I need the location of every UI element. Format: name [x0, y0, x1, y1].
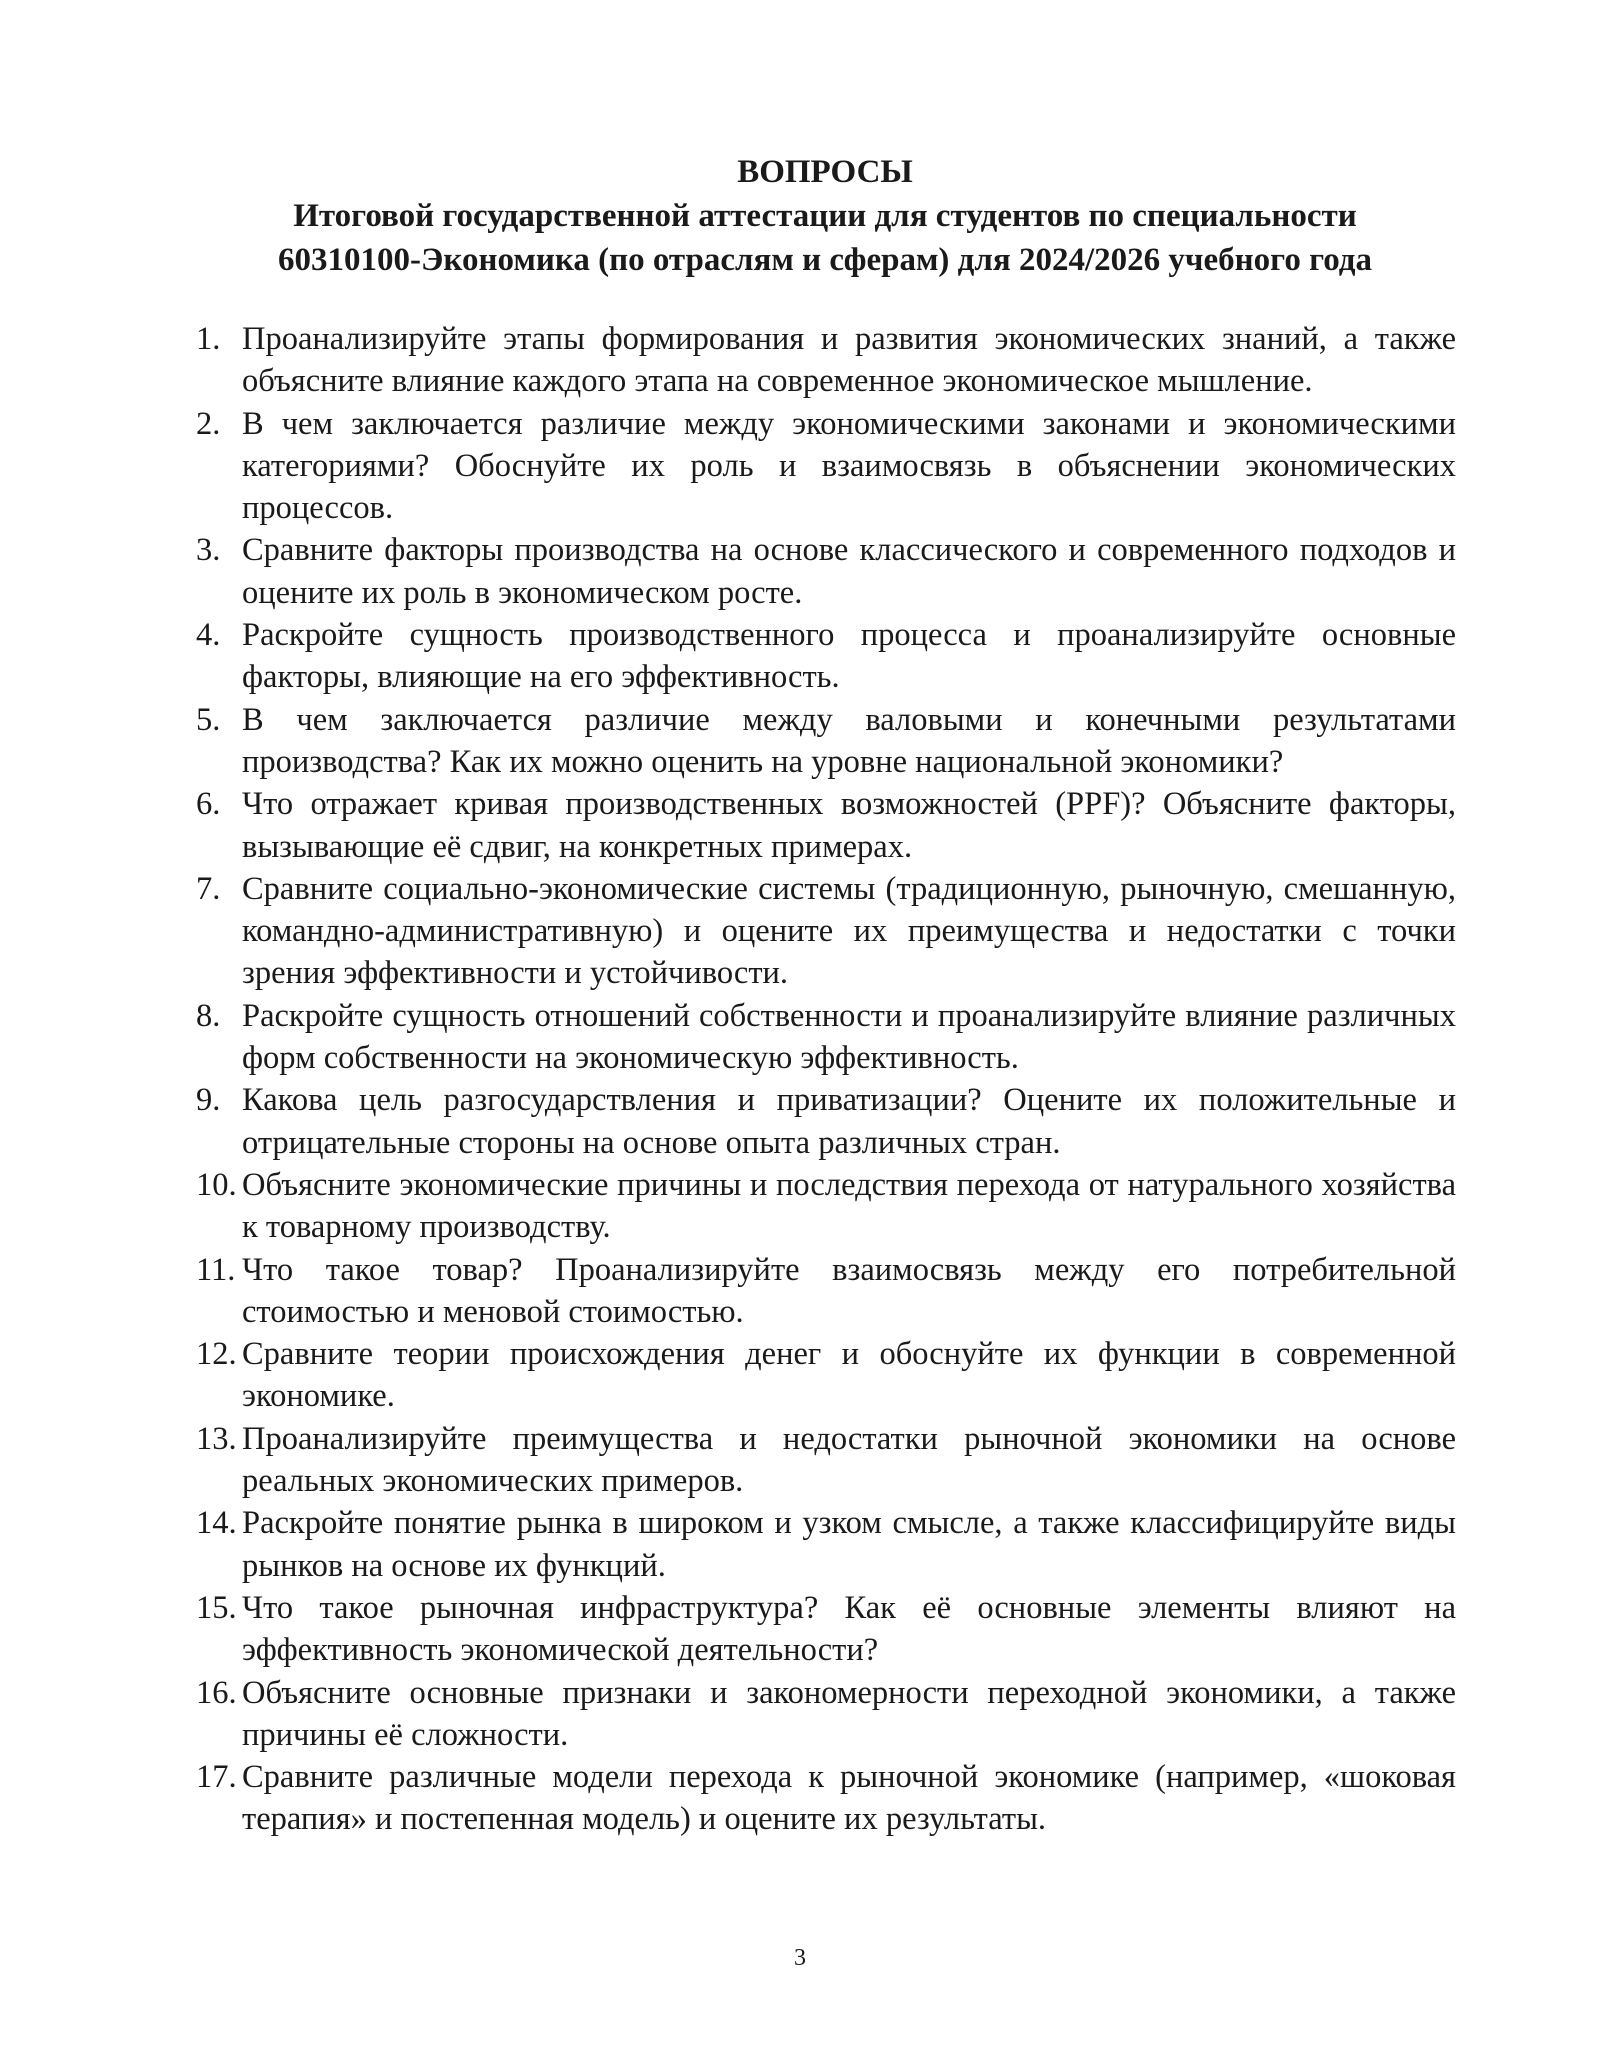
list-item: [196, 318, 1456, 403]
list-item: [196, 1418, 1456, 1503]
page-number: 3: [794, 1945, 806, 1971]
list-item: [196, 1164, 1456, 1249]
question-text: Объясните экономические причины и последствия перехода от натурального хозяйства к товарному производству.: [242, 1166, 1456, 1246]
list-item: [196, 1079, 1456, 1164]
question-number: 16.: [196, 1674, 237, 1711]
document-header: [190, 150, 1460, 282]
list-item: [196, 868, 1456, 995]
question-number: 9.: [196, 1082, 221, 1119]
question-number: 2.: [196, 405, 221, 442]
question-text: Раскройте понятие рынка в широком и узком смысле, а также классифицируйте виды рынков на основе их функций.: [242, 1505, 1456, 1584]
list-item: [196, 699, 1456, 784]
list-item: [196, 1587, 1456, 1672]
question-number: 10.: [196, 1166, 237, 1203]
document-subtitle-line-2: 60310100-Экономика (по отраслям и сферам) для 2024/2026 учебного года: [278, 242, 1372, 278]
list-item: [196, 403, 1456, 530]
list-item: [196, 1502, 1456, 1587]
list-item: [196, 1672, 1456, 1757]
question-text: Проанализируйте этапы формирования и развития экономических знаний, а также объясните влияние каждого этапа на современное экономическое мышление.: [242, 321, 1456, 400]
question-text: Что отражает кривая производственных возможностей (PPF)? Объясните факторы, вызывающие её сдвиг, на конкретных примерах.: [242, 786, 1456, 865]
list-item: [196, 995, 1456, 1080]
question-number: 7.: [196, 870, 221, 907]
question-number: 11.: [196, 1251, 236, 1288]
questions-list: [196, 318, 1456, 1841]
question-number: 15.: [196, 1589, 237, 1626]
question-text: Раскройте сущность производственного процесса и проанализируйте основные факторы, влияющие на его эффективность.: [242, 617, 1456, 696]
question-number: 5.: [196, 701, 221, 738]
question-text: Что такое рыночная инфраструктура? Как её основные элементы влияют на эффективность экономической деятельности?: [242, 1589, 1456, 1669]
question-text: Сравните факторы производства на основе классического и современного подходов и оцените их роль в экономическом росте.: [242, 532, 1456, 611]
question-text: Сравните социально-экономические системы (традиционную, рыночную, смешанную, командно-административную) и оцените их преимущества и недостатки с точки зрения эффективности и устойчивости.: [242, 870, 1456, 992]
question-number: 1.: [196, 321, 221, 357]
question-number: 3.: [196, 532, 221, 569]
question-number: 13.: [196, 1420, 237, 1457]
question-text: Какова цель разгосударствления и приватизации? Оцените их положительные и отрицательные стороны на основе опыта различных стран.: [242, 1082, 1456, 1161]
question-text: Объясните основные признаки и закономерности переходной экономики, а также причины её сложности.: [242, 1674, 1456, 1753]
list-item: [196, 1333, 1456, 1418]
question-text: В чем заключается различие между экономическими законами и экономическими категориями? Обоснуйте их роль и взаимосвязь в объяснении экономических процессов.: [242, 405, 1456, 527]
question-text: В чем заключается различие между валовыми и конечными результатами производства? Как их можно оценить на уровне национальной экономики?: [242, 701, 1456, 780]
question-number: 4.: [196, 617, 221, 654]
question-text: Что такое товар? Проанализируйте взаимосвязь между его потребительной стоимостью и меновой стоимостью.: [242, 1251, 1456, 1330]
list-item: [196, 783, 1456, 868]
question-text: Сравните теории происхождения денег и обоснуйте их функции в современной экономике.: [242, 1336, 1456, 1415]
list-item: [196, 1249, 1456, 1334]
question-text: Раскройте сущность отношений собственности и проанализируйте влияние различных форм собственности на экономическую эффективность.: [242, 997, 1456, 1077]
list-item: [196, 1756, 1456, 1841]
list-item: [196, 614, 1456, 699]
question-number: 12.: [196, 1336, 237, 1373]
list-item: [196, 529, 1456, 614]
question-number: 8.: [196, 997, 221, 1034]
question-number: 6.: [196, 786, 221, 823]
question-number: 17.: [196, 1759, 237, 1796]
question-text: Проанализируйте преимущества и недостатки рыночной экономики на основе реальных экономических примеров.: [242, 1420, 1456, 1500]
question-number: 14.: [196, 1505, 237, 1542]
document-subtitle-line-1: Итоговой государственной аттестации для студентов по специальности: [293, 198, 1357, 234]
document-title: ВОПРОСЫ: [737, 154, 913, 190]
question-text: Сравните различные модели перехода к рыночной экономике (например, «шоковая терапия» и постепенная модель) и оцените их результаты.: [242, 1759, 1456, 1838]
